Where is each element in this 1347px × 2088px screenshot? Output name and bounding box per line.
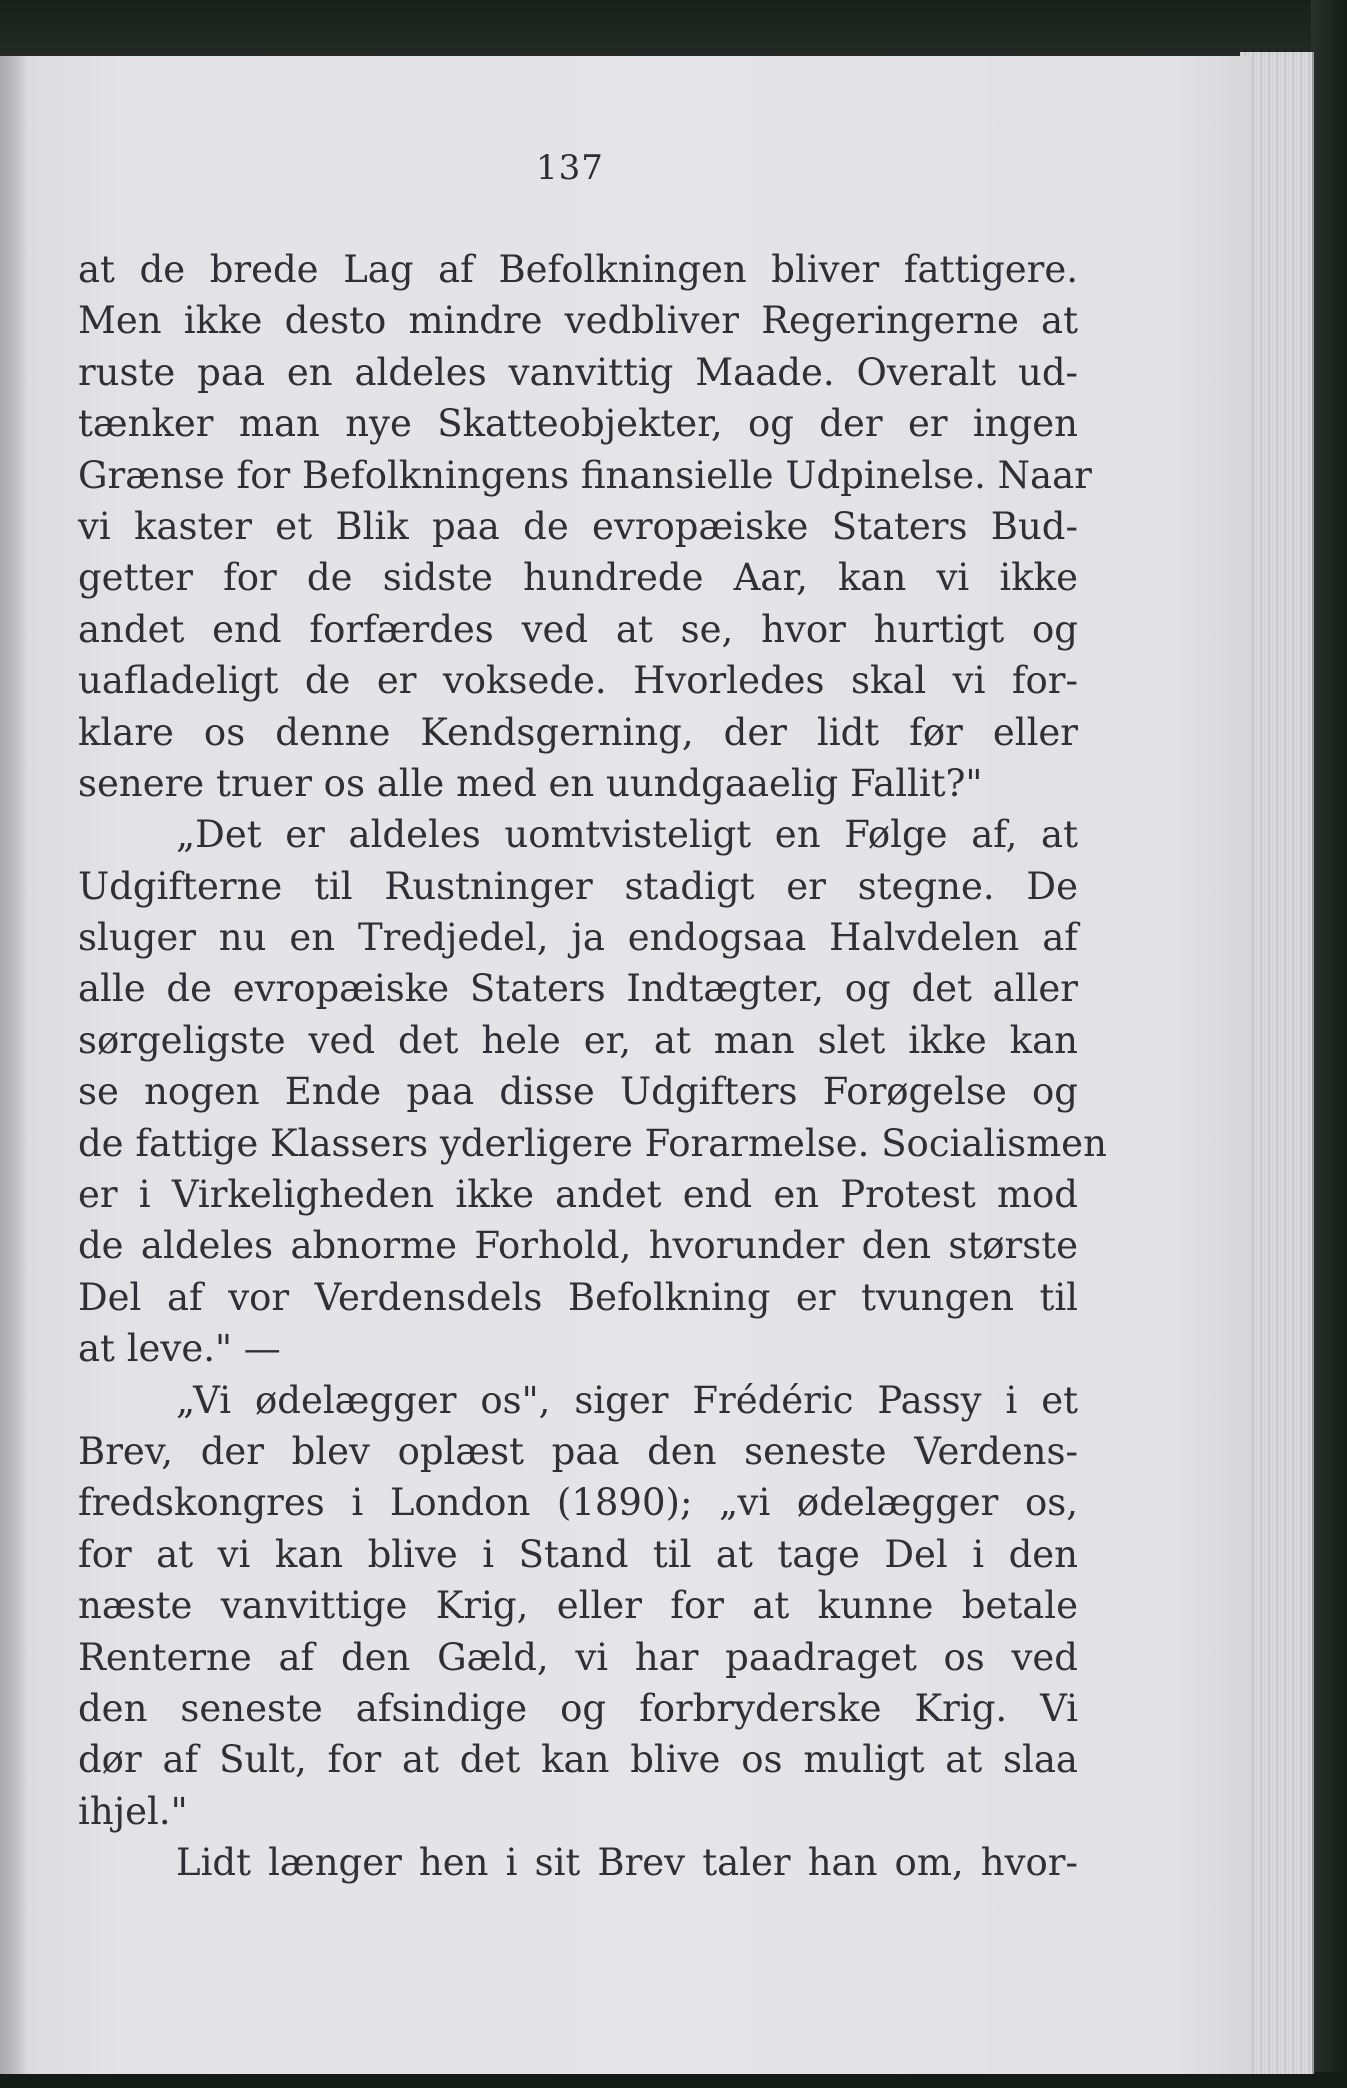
text-line: Men ikke desto mindre vedbliver Regeringerne at	[78, 299, 1078, 343]
text-line: uafladeligt de er voksede. Hvorledes skal vi for-	[78, 659, 1078, 703]
text-line: se nogen Ende paa disse Udgifters Forøgelse og	[78, 1070, 1078, 1114]
paragraph-start-line: Lidt længer hen i sit Brev taler han om, hvor-	[176, 1841, 1078, 1885]
book-cover-right	[1311, 0, 1347, 2088]
text-line: senere truer os alle med en uundgaaelig Fallit?"	[78, 761, 983, 805]
paragraph-start-line: „Det er aldeles uomtvisteligt en Følge af, at	[176, 813, 1078, 857]
text-line: klare os denne Kendsgerning, der lidt før eller	[78, 710, 1078, 754]
text-line: sørgeligste ved det hele er, at man slet ikke kan	[78, 1018, 1078, 1062]
text-line: Grænse for Befolkningens finansielle Udpinelse. Naar	[78, 453, 1092, 497]
text-line: tænker man nye Skatteobjekter, og der er ingen	[78, 402, 1078, 446]
text-line: ihjel."	[78, 1789, 188, 1833]
text-line: er i Virkeligheden ikke andet end en Protest mod	[78, 1173, 1078, 1217]
body-text	[78, 244, 1107, 1889]
text-line: for at vi kan blive i Stand til at tage Del i den	[78, 1532, 1078, 1576]
page-number: 137	[536, 148, 604, 188]
text-line: Del af vor Verdensdels Befolkning er tvungen til	[78, 1275, 1078, 1319]
text-line: andet end forfærdes ved at se, hvor hurtigt og	[78, 607, 1078, 651]
text-line: dør af Sult, for at det kan blive os muligt at slaa	[78, 1738, 1078, 1782]
text-line: Udgifterne til Rustninger stadigt er stegne. De	[78, 864, 1078, 908]
text-line: næste vanvittige Krig, eller for at kunne betale	[78, 1584, 1078, 1628]
text-line: alle de evropæiske Staters Indtægter, og det aller	[78, 967, 1078, 1011]
text-line: den seneste afsindige og forbryderske Krig. Vi	[78, 1686, 1078, 1730]
text-line: Renterne af den Gæld, vi har paadraget os ved	[78, 1635, 1078, 1679]
text-line: sluger nu en Tredjedel, ja endogsaa Halvdelen af	[78, 916, 1078, 960]
paragraph-start-line: „Vi ødelægger os", siger Frédéric Passy i et	[176, 1378, 1078, 1422]
text-line: fredskongres i London (1890); „vi ødelægger os,	[78, 1481, 1078, 1525]
spine-shadow	[0, 56, 28, 2074]
text-line: at de brede Lag af Befolkningen bliver fattigere.	[78, 248, 1078, 291]
text-line: at leve." —	[78, 1327, 281, 1371]
text-line: de fattige Klassers yderligere Forarmelse. Socialismen	[78, 1121, 1107, 1165]
text-line: Brev, der blev oplæst paa den seneste Verdens-	[78, 1429, 1078, 1473]
text-line: ruste paa en aldeles vanvittig Maade. Overalt ud-	[78, 350, 1078, 394]
text-line: getter for de sidste hundrede Aar, kan vi ikke	[78, 556, 1078, 600]
text-line: vi kaster et Blik paa de evropæiske Staters Bud-	[78, 504, 1078, 548]
book-cover-top	[0, 0, 1347, 58]
book-cover-bottom	[0, 2072, 1347, 2088]
text-line: de aldeles abnorme Forhold, hvorunder den største	[78, 1224, 1078, 1268]
